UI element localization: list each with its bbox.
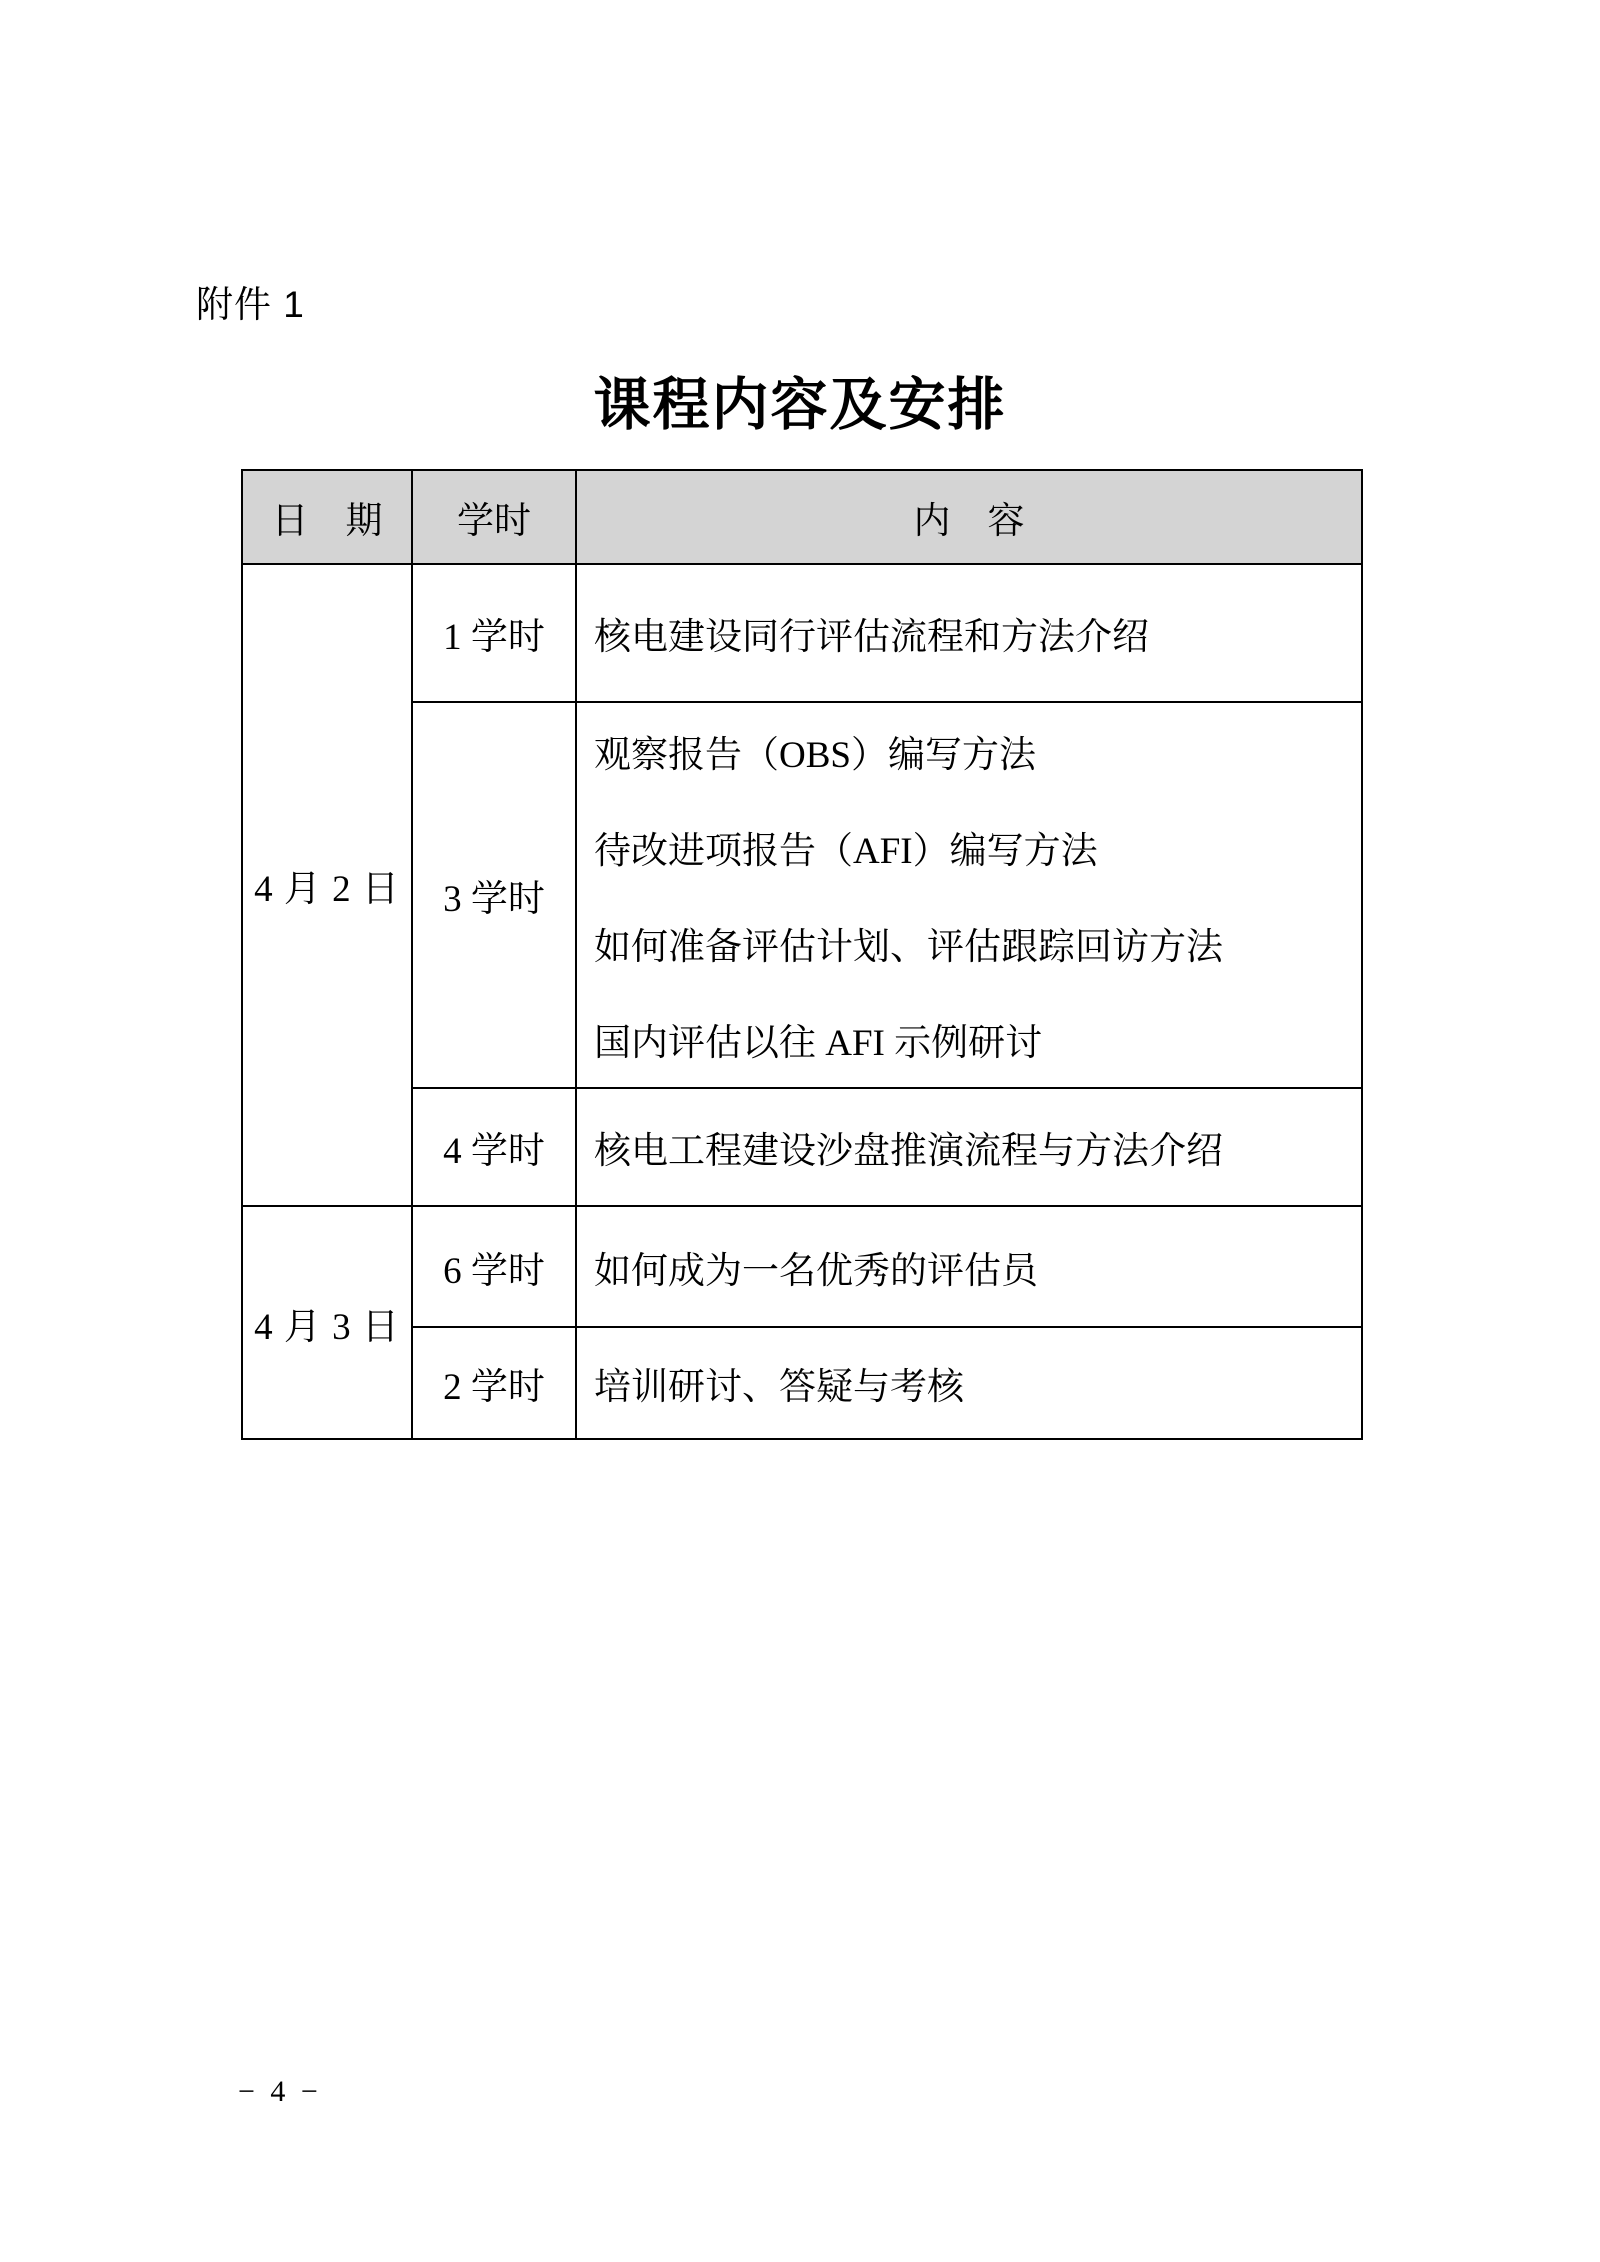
header-hours-column: 学时	[412, 470, 576, 564]
content-line: 核电工程建设沙盘推演流程与方法介绍	[594, 1131, 1223, 1172]
content-line: 待改进项报告（AFI）编写方法	[594, 831, 1098, 872]
page-title: 课程内容及安排	[593, 374, 1007, 437]
content-cell	[576, 1088, 1362, 1206]
content-line: 如何准备评估计划、评估跟踪回访方法	[594, 927, 1223, 968]
hours-cell: 2 学时	[412, 1327, 576, 1439]
content-line: 国内评估以往 AFI 示例研讨	[594, 1023, 1043, 1064]
content-cell	[576, 1206, 1362, 1327]
content-line: 培训研讨、答疑与考核	[594, 1367, 964, 1408]
hours-cell: 1 学时	[412, 564, 576, 702]
hours-cell: 6 学时	[412, 1206, 576, 1327]
content-cell	[576, 702, 1362, 1088]
hours-cell: 3 学时	[412, 702, 576, 1088]
header-content-column: 内 容	[576, 470, 1362, 564]
course-schedule-table	[241, 469, 1363, 1440]
attachment-label: 附件 1	[196, 284, 305, 325]
content-cell	[576, 1327, 1362, 1439]
date-cell-april-2: 4 月 2 日	[242, 564, 412, 1206]
date-cell-april-3: 4 月 3 日	[242, 1206, 412, 1439]
content-cell	[576, 564, 1362, 702]
table-row	[242, 564, 1362, 702]
content-line: 观察报告（OBS）编写方法	[594, 735, 1036, 776]
page-number: − 4 −	[238, 2075, 322, 2108]
table-header-row	[242, 470, 1362, 564]
content-line: 如何成为一名优秀的评估员	[594, 1250, 1038, 1292]
content-line: 核电建设同行评估流程和方法介绍	[594, 617, 1149, 658]
table-row	[242, 1206, 1362, 1327]
hours-cell: 4 学时	[412, 1088, 576, 1206]
header-date-column: 日 期	[242, 470, 412, 564]
